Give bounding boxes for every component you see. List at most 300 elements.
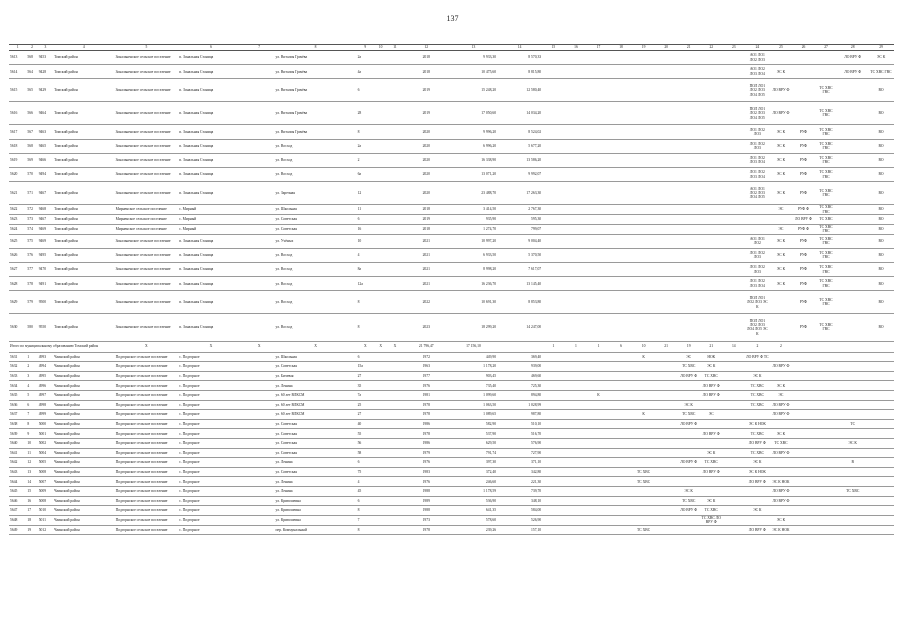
table-cell <box>723 477 746 487</box>
table-cell <box>632 224 655 234</box>
table-cell: 45 <box>357 487 374 497</box>
table-cell: ВО <box>868 314 894 341</box>
table-cell: ул. Восход <box>275 248 357 262</box>
column-number: 20 <box>655 45 678 51</box>
table-cell <box>610 214 633 224</box>
table-cell <box>837 248 868 262</box>
table-cell <box>387 65 402 79</box>
table-cell: 2018 <box>403 51 450 65</box>
table-cell <box>655 371 678 381</box>
table-cell <box>244 314 275 341</box>
table-cell: 8 <box>357 314 374 341</box>
table-cell <box>610 515 633 525</box>
table-cell <box>837 371 868 381</box>
table-cell: Зональненское сельское поселение <box>115 79 179 102</box>
table-cell <box>868 506 894 516</box>
table-cell <box>587 429 610 439</box>
table-cell: Подгорнское сельское поселение <box>115 419 179 429</box>
table-cell: 579 <box>26 291 37 314</box>
table-cell <box>610 291 633 314</box>
total-cell: Х <box>357 341 374 352</box>
table-cell <box>677 224 700 234</box>
table-cell <box>587 458 610 468</box>
table-cell: ТС ХВС ГВС <box>815 205 838 215</box>
table-cell <box>374 262 387 276</box>
table-cell <box>587 352 610 362</box>
table-cell <box>837 262 868 276</box>
table-cell: 1 089,65 <box>450 410 497 420</box>
table-cell <box>387 477 402 487</box>
table-cell <box>632 391 655 401</box>
table-cell: ЭС К <box>770 182 793 205</box>
table-cell: 13 <box>26 467 37 477</box>
total-cell: Х <box>387 341 402 352</box>
table-cell <box>542 410 565 420</box>
table-cell <box>387 182 402 205</box>
table-cell: 12 <box>357 182 374 205</box>
table-cell: 8 998,20 <box>450 262 497 276</box>
column-number: 27 <box>815 45 838 51</box>
table-cell <box>387 352 402 362</box>
table-cell <box>542 314 565 341</box>
table-cell: 27 <box>357 410 374 420</box>
table-cell <box>655 458 678 468</box>
table-cell: ЛО ВРУ Ф <box>700 381 723 391</box>
table-cell: ЛО ВРУ Ф <box>770 487 793 497</box>
table-cell <box>837 224 868 234</box>
table-cell <box>610 477 633 487</box>
table-cell <box>542 525 565 535</box>
table-cell: ТС ХВС <box>745 381 770 391</box>
table-cell: Зональненское сельское поселение <box>115 102 179 125</box>
table-cell: 2а <box>357 51 374 65</box>
table-cell: 3 <box>26 371 37 381</box>
table-cell: ТС ХВС <box>632 525 655 535</box>
table-cell: 2019 <box>403 214 450 224</box>
table-cell: ЭС К <box>770 429 793 439</box>
table-cell: 564 <box>26 65 37 79</box>
table-cell: ул. Советская <box>275 362 357 372</box>
table-cell <box>815 362 838 372</box>
table-cell: К <box>632 352 655 362</box>
table-cell <box>632 515 655 525</box>
table-cell: Подгорнское сельское поселение <box>115 391 179 401</box>
table-cell: с. Подгорное <box>178 515 244 525</box>
table-cell: ЭС К <box>770 65 793 79</box>
table-cell: РУФ <box>792 314 815 341</box>
table-cell <box>700 314 723 341</box>
table-cell: 19 <box>26 525 37 535</box>
table-cell: ул. 60 лет ВЛКСМ <box>275 391 357 401</box>
table-cell: 578 <box>26 277 37 291</box>
table-cell <box>655 234 678 248</box>
table-cell: п. Зональная Станица <box>178 248 244 262</box>
table-cell <box>677 65 700 79</box>
table-cell: Подгорнское сельское поселение <box>115 429 179 439</box>
table-cell: 5629 <box>9 291 26 314</box>
table-cell: с. Мирный <box>178 205 244 215</box>
table-cell <box>792 51 815 65</box>
table-cell: АО1 ЛО1 ЛО2 ЛО3 <box>745 51 770 65</box>
table-cell: 4995 <box>38 371 53 381</box>
table-cell <box>587 467 610 477</box>
table-cell: 1977 <box>403 371 450 381</box>
table-cell <box>565 448 588 458</box>
table-cell: ЛО1 ЛО2 ЛО3 ЛО4 <box>745 167 770 181</box>
table-cell <box>387 167 402 181</box>
table-cell: 1978 <box>403 400 450 410</box>
table-cell <box>542 477 565 487</box>
table-cell: ТС ХВС ГВС <box>815 167 838 181</box>
table-cell <box>387 79 402 102</box>
table-cell: АО1 ЛО2 ЛО3 ЛО4 <box>745 65 770 79</box>
table-cell: 8 <box>357 506 374 516</box>
table-cell: ЭС К <box>677 400 700 410</box>
table-cell <box>610 153 633 167</box>
table-cell <box>792 362 815 372</box>
table-cell <box>632 182 655 205</box>
table-cell: 510,10 <box>497 419 542 429</box>
register-table <box>9 44 894 535</box>
table-cell: 14 034,20 <box>497 102 542 125</box>
table-row <box>9 362 894 372</box>
table-row <box>9 125 894 139</box>
table-cell: 5613 <box>9 51 26 65</box>
table-cell: п. Зональная Станица <box>178 234 244 248</box>
table-cell <box>542 352 565 362</box>
table-cell <box>723 182 746 205</box>
table-cell <box>542 102 565 125</box>
table-cell <box>244 429 275 439</box>
table-cell <box>837 167 868 181</box>
column-number: 18 <box>610 45 633 51</box>
table-cell <box>837 125 868 139</box>
table-cell <box>815 458 838 468</box>
table-cell <box>565 277 588 291</box>
table-cell: 9428 <box>38 65 53 79</box>
table-cell: 2а <box>357 139 374 153</box>
table-cell <box>837 496 868 506</box>
table-cell <box>374 515 387 525</box>
table-cell <box>374 314 387 341</box>
table-cell <box>387 262 402 276</box>
table-cell <box>723 352 746 362</box>
table-cell <box>244 448 275 458</box>
table-cell <box>700 182 723 205</box>
table-cell <box>677 277 700 291</box>
table-cell: ЭС К <box>700 496 723 506</box>
table-cell <box>632 371 655 381</box>
column-number: 6 <box>178 45 244 51</box>
table-cell <box>387 314 402 341</box>
table-cell <box>610 362 633 372</box>
table-cell <box>677 205 700 215</box>
table-cell: Зональненское сельское поселение <box>115 51 179 65</box>
table-cell: 582,90 <box>450 419 497 429</box>
table-cell: НОК <box>700 352 723 362</box>
table-cell: 8 <box>357 291 374 314</box>
table-cell: ЭС К <box>745 371 770 381</box>
table-cell <box>244 65 275 79</box>
table-cell: ТС ХВС ГВС <box>815 224 838 234</box>
column-number: 22 <box>700 45 723 51</box>
table-cell: 1 <box>26 352 37 362</box>
table-cell <box>387 381 402 391</box>
table-cell <box>587 381 610 391</box>
table-cell <box>700 205 723 215</box>
table-cell: Томский район <box>53 51 115 65</box>
table-cell <box>610 79 633 102</box>
table-cell: ЛО ВРУ Ф <box>792 214 815 224</box>
table-cell: 5641 <box>9 448 26 458</box>
table-cell <box>815 381 838 391</box>
table-cell <box>677 214 700 224</box>
table-cell <box>374 458 387 468</box>
table-cell: 9500 <box>38 291 53 314</box>
table-cell: 157,10 <box>497 525 542 535</box>
table-cell: 5618 <box>9 139 26 153</box>
table-cell <box>815 477 838 487</box>
table-cell: 4998 <box>38 400 53 410</box>
total-cell: 1 <box>565 341 588 352</box>
table-cell: 25 <box>357 400 374 410</box>
table-cell: Зональненское сельское поселение <box>115 291 179 314</box>
table-cell: ЭС К <box>745 506 770 516</box>
table-cell <box>374 102 387 125</box>
table-cell: 537,90 <box>450 429 497 439</box>
table-cell: 8 853,80 <box>497 291 542 314</box>
table-cell <box>542 224 565 234</box>
table-cell: с. Подгорное <box>178 429 244 439</box>
table-cell: В <box>837 458 868 468</box>
table-cell <box>745 496 770 506</box>
table-cell: 9 <box>26 429 37 439</box>
table-cell: ТС ХВС ЛО ВРУ Ф <box>701 515 721 525</box>
table-cell: 5622 <box>9 205 26 215</box>
table-cell: 516,70 <box>497 429 542 439</box>
table-cell <box>837 525 868 535</box>
table-cell <box>677 102 700 125</box>
total-cell: 10 <box>632 341 655 352</box>
table-cell: 13 586,20 <box>497 153 542 167</box>
table-cell: ВО <box>868 214 894 224</box>
table-cell: ЛО ВРУ Ф <box>770 496 793 506</box>
table-cell: 10 <box>26 439 37 449</box>
total-row <box>9 341 894 352</box>
table-cell: 9491 <box>38 277 53 291</box>
table-cell: РУФ <box>792 139 815 153</box>
table-cell <box>632 262 655 276</box>
table-cell: ТС ХВС ГВС <box>815 234 838 248</box>
table-cell <box>374 224 387 234</box>
table-cell <box>374 214 387 224</box>
table-cell <box>792 506 815 516</box>
table-cell <box>610 205 633 215</box>
table-cell: ЭС К <box>770 234 793 248</box>
table-cell: ТС ХВС <box>745 391 770 401</box>
table-row <box>9 419 894 429</box>
table-cell: Томский район <box>53 182 115 205</box>
table-cell: Чаинский район <box>53 467 115 477</box>
table-cell: 5648 <box>9 515 26 525</box>
table-cell <box>792 102 815 125</box>
table-cell <box>723 153 746 167</box>
table-cell <box>632 506 655 516</box>
table-cell <box>868 515 894 525</box>
table-cell <box>542 205 565 215</box>
table-cell <box>565 400 588 410</box>
table-cell <box>677 525 700 535</box>
table-cell: 246,60 <box>450 477 497 487</box>
total-cell: 2 <box>745 341 770 352</box>
table-cell: 9 933,30 <box>450 51 497 65</box>
table-cell <box>542 234 565 248</box>
table-cell <box>244 525 275 535</box>
table-row <box>9 525 894 535</box>
table-cell: 75 <box>357 467 374 477</box>
table-cell <box>770 51 793 65</box>
table-cell: 2021 <box>403 248 450 262</box>
table-cell: 5626 <box>9 248 26 262</box>
table-cell <box>723 448 746 458</box>
table-cell <box>587 65 610 79</box>
table-cell: 10 475,60 <box>450 65 497 79</box>
table-cell <box>792 65 815 79</box>
table-cell <box>655 381 678 391</box>
table-cell: ЛО ВРУ Ф <box>770 410 793 420</box>
table-cell: ВО <box>868 167 894 181</box>
table-cell: 571 <box>26 182 37 205</box>
table-cell: 9 992,07 <box>497 167 542 181</box>
table-row <box>9 371 894 381</box>
table-cell: ЭС К <box>770 248 793 262</box>
table-cell: 2 <box>357 153 374 167</box>
table-row <box>9 205 894 215</box>
table-cell <box>374 439 387 449</box>
total-label: Итого по муниципальному образованию Томский район <box>9 341 115 352</box>
table-cell <box>655 352 678 362</box>
table-cell: 568 <box>26 139 37 153</box>
table-cell <box>837 214 868 224</box>
table-cell: ул. Советская <box>275 439 357 449</box>
table-cell <box>542 291 565 314</box>
table-cell <box>868 477 894 487</box>
table-cell: с. Подгорное <box>178 487 244 497</box>
total-cell: 19 <box>677 341 700 352</box>
table-cell <box>792 391 815 401</box>
table-cell <box>610 234 633 248</box>
table-cell <box>723 234 746 248</box>
table-cell: 526,90 <box>497 515 542 525</box>
table-cell: ЛО1 ЛО2 ЛО3 <box>745 125 770 139</box>
table-cell <box>387 506 402 516</box>
table-cell: ул. Восход <box>275 291 357 314</box>
table-cell <box>244 51 275 65</box>
table-cell <box>244 139 275 153</box>
column-number: 7 <box>244 45 275 51</box>
table-cell: 578,60 <box>450 515 497 525</box>
table-cell: 5619 <box>9 153 26 167</box>
table-cell <box>542 487 565 497</box>
column-number: 12 <box>403 45 450 51</box>
table-cell <box>655 51 678 65</box>
column-number: 28 <box>837 45 868 51</box>
table-cell <box>542 262 565 276</box>
table-cell <box>655 248 678 262</box>
table-cell <box>815 429 838 439</box>
table-cell: ул. Виталия Грачёва <box>275 79 357 102</box>
table-cell: ТС ХВС ГВС <box>815 291 838 314</box>
table-cell: Чаинский район <box>53 400 115 410</box>
table-cell <box>387 214 402 224</box>
table-cell <box>655 410 678 420</box>
table-row <box>9 65 894 79</box>
table-cell: ЛО ВРУ Ф <box>677 419 700 429</box>
table-cell: ЛО ВРУ Ф <box>837 65 868 79</box>
table-cell: ЭС К <box>868 51 894 65</box>
table-cell: 9 004,40 <box>497 234 542 248</box>
table-cell <box>700 262 723 276</box>
table-cell <box>815 65 838 79</box>
table-cell <box>837 477 868 487</box>
table-cell <box>723 371 746 381</box>
table-cell <box>632 314 655 341</box>
table-cell: ул. Восход <box>275 139 357 153</box>
table-cell <box>677 448 700 458</box>
table-cell <box>610 262 633 276</box>
table-cell <box>565 352 588 362</box>
table-cell <box>610 496 633 506</box>
table-cell: ЭС <box>700 410 723 420</box>
table-cell: К <box>632 410 655 420</box>
table-cell: 894,80 <box>497 391 542 401</box>
table-cell <box>244 410 275 420</box>
table-cell: п. Зональная Станица <box>178 153 244 167</box>
table-cell: 725,30 <box>497 381 542 391</box>
table-cell: 2022 <box>403 291 450 314</box>
table-cell: 5008 <box>38 496 53 506</box>
table-cell: ЛО ВРУ Ф <box>770 102 793 125</box>
table-cell <box>610 352 633 362</box>
table-cell: 1978 <box>403 429 450 439</box>
table-cell: 5633 <box>9 371 26 381</box>
table-cell <box>868 352 894 362</box>
table-cell: п. Зональная Станица <box>178 277 244 291</box>
table-cell: ТС ХВС <box>770 439 793 449</box>
table-cell <box>837 234 868 248</box>
table-cell: ЭС К <box>677 487 700 497</box>
table-cell: ЛО ВРУ Ф <box>745 477 770 487</box>
table-cell <box>632 448 655 458</box>
table-cell: 5627 <box>9 262 26 276</box>
table-cell: ВО <box>868 277 894 291</box>
table-cell <box>565 224 588 234</box>
table-cell <box>587 262 610 276</box>
table-cell <box>542 79 565 102</box>
table-row <box>9 477 894 487</box>
table-cell <box>723 248 746 262</box>
total-cell: Х <box>374 341 387 352</box>
table-cell <box>723 139 746 153</box>
table-cell: 629,50 <box>450 439 497 449</box>
table-cell: Подгорнское сельское поселение <box>115 448 179 458</box>
table-cell: ТС ХВС ГВС <box>815 79 838 102</box>
table-cell <box>723 400 746 410</box>
table-cell <box>587 139 610 153</box>
table-cell: 8 <box>357 125 374 139</box>
table-cell <box>655 224 678 234</box>
table-cell: 4 <box>26 381 37 391</box>
